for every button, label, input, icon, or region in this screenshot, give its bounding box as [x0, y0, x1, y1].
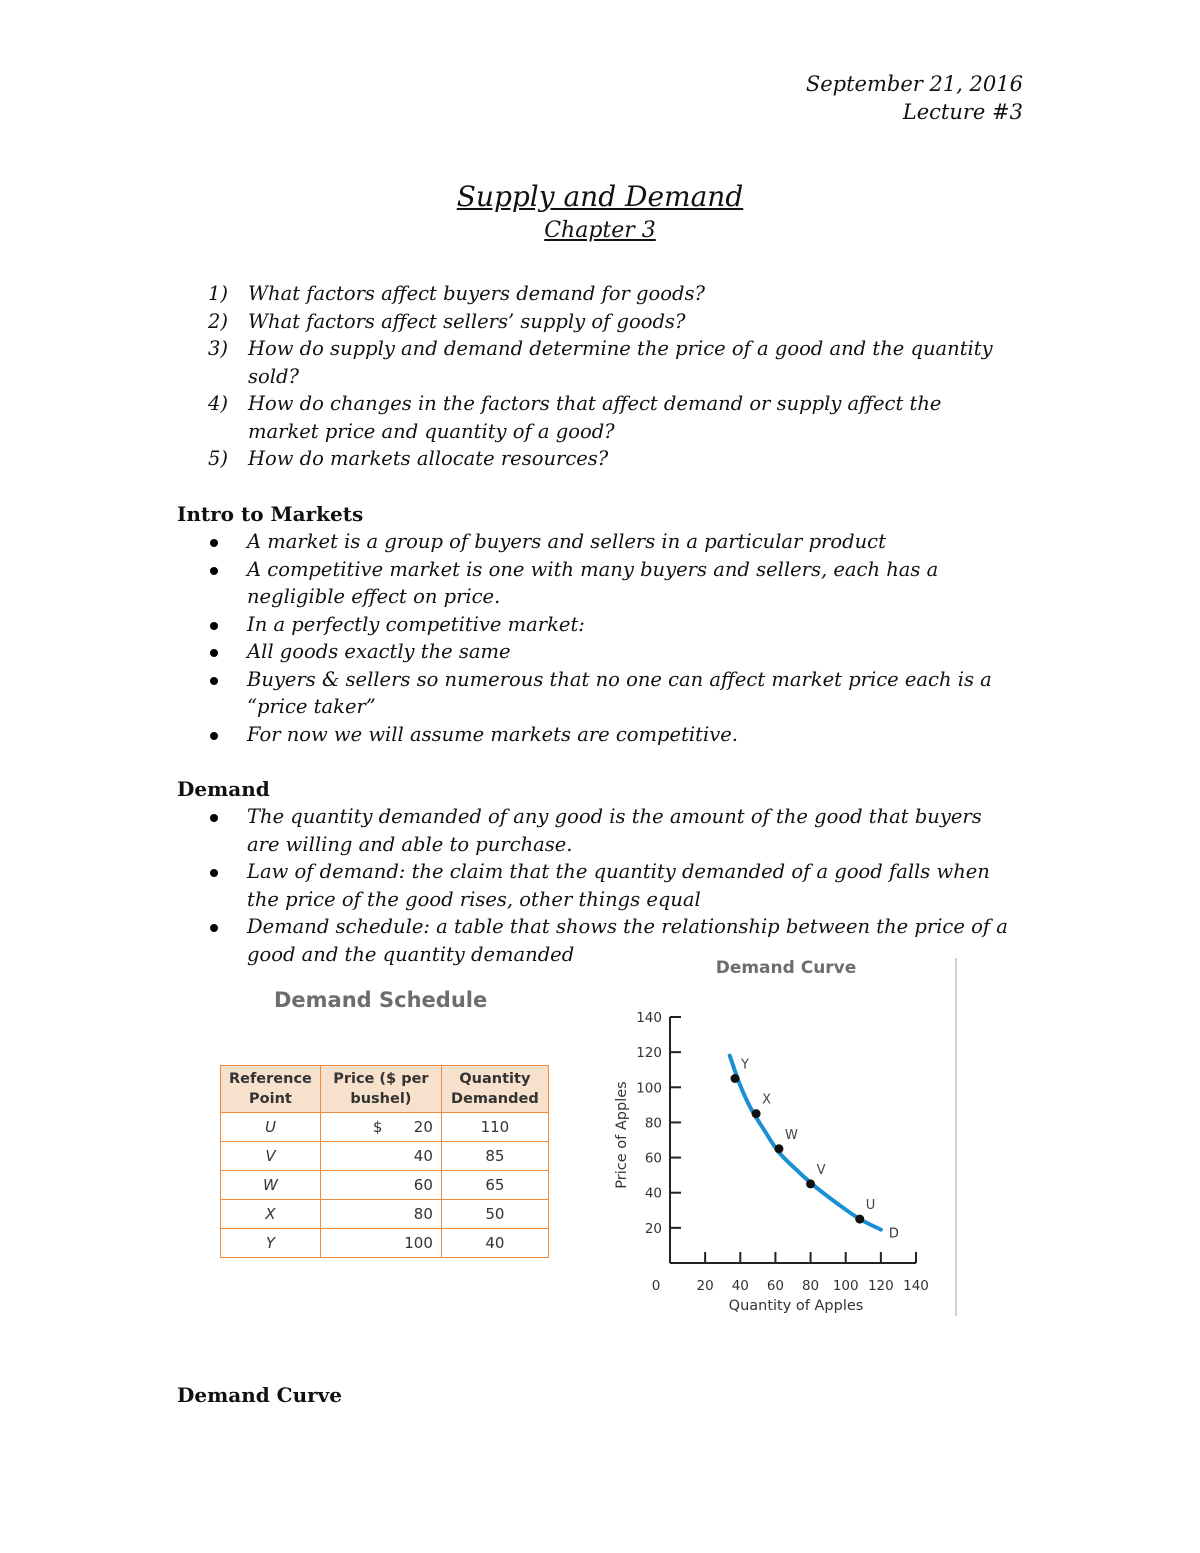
origin-label: 0	[651, 1278, 661, 1294]
point-label-v: V	[816, 1162, 826, 1178]
demand-heading: Demand	[177, 777, 270, 801]
bullet-dot	[210, 814, 218, 822]
x-tick-label: 40	[731, 1278, 749, 1294]
header-price: Price ($ per bushel)	[320, 1066, 441, 1113]
x-tick-label: 140	[903, 1278, 929, 1294]
header-reference-point: Reference Point	[221, 1066, 321, 1113]
cell-currency: $	[372, 1118, 383, 1136]
bullet-dot	[210, 732, 218, 740]
bullet-item	[210, 858, 1010, 913]
schedule-title: Demand Schedule	[274, 988, 488, 1012]
question-number: 1)	[208, 282, 229, 305]
bullet-item	[210, 803, 1010, 858]
cell-price-value: 40	[413, 1147, 433, 1165]
bullet-text: A competitive market is one with many buyers and sellers, each has a negligible effect on price.	[247, 557, 939, 608]
page-subtitle: Chapter 3	[544, 218, 656, 243]
y-tick-label: 120	[636, 1045, 662, 1062]
y-tick-label: 60	[644, 1150, 662, 1167]
cell-qty: 65	[441, 1171, 548, 1200]
question-list	[208, 280, 1008, 473]
question-text: How do markets allocate resources?	[248, 447, 609, 470]
question-number: 4)	[208, 392, 229, 415]
bullet-item	[210, 638, 1030, 666]
cell-price-value: 80	[413, 1205, 433, 1223]
table-row	[221, 1142, 549, 1171]
point-label-w: W	[784, 1127, 798, 1143]
chart-frame-line	[955, 958, 957, 1316]
cell-price	[320, 1200, 441, 1229]
demand-curve-chart	[600, 950, 960, 1320]
intro-bullet-list	[210, 528, 1030, 748]
demand-schedule-table	[220, 1065, 549, 1258]
bullet-text: For now we will assume markets are competitive.	[247, 722, 738, 746]
cell-price-value: 20	[413, 1118, 433, 1136]
question-item	[208, 445, 1008, 473]
table-row	[221, 1113, 549, 1142]
bullet-dot	[210, 869, 218, 877]
bullet-item	[210, 528, 1030, 556]
demand-curve-line	[730, 1056, 881, 1230]
x-tick-label: 80	[801, 1278, 820, 1294]
y-tick-label: 100	[636, 1080, 662, 1097]
cell-ref: V	[221, 1142, 321, 1171]
y-tick-label: 80	[644, 1115, 662, 1132]
question-text: How do changes in the factors that affect demand or supply affect the market price and quantity of a good?	[248, 392, 942, 443]
question-item	[208, 308, 1008, 336]
bullet-dot	[210, 539, 218, 547]
table-row	[221, 1229, 549, 1258]
data-point-u	[855, 1215, 864, 1224]
question-item	[208, 280, 1008, 308]
cell-ref: X	[221, 1200, 321, 1229]
bullet-item	[210, 556, 1030, 611]
cell-qty: 40	[441, 1229, 548, 1258]
bullet-text: All goods exactly the same	[247, 640, 511, 663]
data-point-v	[806, 1179, 815, 1188]
data-point-x	[752, 1109, 761, 1118]
demand-bullet-list	[210, 803, 1010, 968]
x-tick-label: 60	[766, 1278, 785, 1294]
question-item	[208, 390, 1008, 445]
date-block	[806, 70, 1023, 126]
cell-ref: U	[221, 1113, 321, 1142]
table-header-row	[221, 1066, 549, 1113]
cell-price	[320, 1113, 441, 1142]
x-axis-label: Quantity of Apples	[728, 1298, 864, 1314]
point-label-x: X	[762, 1092, 772, 1108]
cell-price	[320, 1142, 441, 1171]
question-number: 2)	[208, 309, 229, 333]
x-tick-label: 100	[832, 1278, 859, 1294]
question-number: 3)	[208, 337, 229, 360]
question-number: 5)	[208, 447, 229, 470]
cell-price-value: 100	[404, 1234, 433, 1252]
cell-price	[320, 1171, 441, 1200]
intro-heading: Intro to Markets	[177, 502, 364, 526]
cell-ref: W	[221, 1171, 321, 1200]
cell-qty: 85	[441, 1142, 548, 1171]
question-text: How do supply and demand determine the price of a good and the quantity sold?	[248, 337, 993, 388]
cell-ref: Y	[221, 1229, 321, 1258]
y-axis-label: Price of Apples	[614, 1081, 630, 1189]
question-text: What factors affect buyers demand for goods?	[248, 282, 705, 305]
point-label-y: Y	[741, 1057, 749, 1073]
question-text: What factors affect sellers’ supply of goods?	[248, 309, 686, 333]
y-tick-label: 40	[644, 1185, 662, 1202]
bullet-text: Buyers & sellers so numerous that no one can affect market price each is a “price taker”	[247, 667, 992, 718]
y-tick-label: 20	[644, 1220, 662, 1237]
bullet-text: Demand schedule: a table that shows the relationship between the price of a good and the quantity demanded	[247, 915, 1008, 966]
bullet-dot	[210, 677, 218, 685]
bullet-text: The quantity demanded of any good is the amount of the good that buyers are willing and able to purchase.	[247, 805, 982, 856]
x-tick-label: 20	[696, 1278, 714, 1294]
cell-price-value: 60	[413, 1176, 433, 1194]
bullet-text: Law of demand: the claim that the quantity demanded of a good falls when the price of the good rises, other things equal	[247, 860, 990, 911]
bullet-dot	[210, 567, 218, 575]
bullet-dot	[210, 622, 218, 630]
chart-title: Demand Curve	[715, 958, 857, 978]
cell-qty: 110	[441, 1113, 548, 1142]
lecture-number: Lecture #3	[902, 100, 1023, 124]
bullet-item	[210, 666, 1030, 721]
lecture-date: September 21, 2016	[805, 72, 1023, 96]
bullet-dot	[210, 924, 218, 932]
cell-price	[320, 1229, 441, 1258]
bullet-item	[210, 721, 1030, 749]
bullet-text: A market is a group of buyers and sellers in a particular product	[247, 530, 886, 553]
bullet-dot	[210, 649, 218, 657]
series-label: D	[888, 1226, 899, 1242]
bullet-text: In a perfectly competitive market:	[247, 612, 585, 636]
x-tick-label: 120	[867, 1278, 894, 1294]
data-point-w	[774, 1144, 783, 1153]
table-row	[221, 1200, 549, 1229]
page-title: Supply and Demand	[456, 180, 744, 213]
bullet-item	[210, 611, 1030, 639]
table-row	[221, 1171, 549, 1200]
header-quantity: Quantity Demanded	[441, 1066, 548, 1113]
point-label-u: U	[865, 1198, 876, 1214]
question-item	[208, 335, 1008, 390]
footer-heading: Demand Curve	[177, 1383, 343, 1407]
chart-svg	[600, 950, 960, 1320]
cell-qty: 50	[441, 1200, 548, 1229]
data-point-y	[731, 1074, 740, 1083]
y-tick-label: 140	[636, 1010, 662, 1026]
